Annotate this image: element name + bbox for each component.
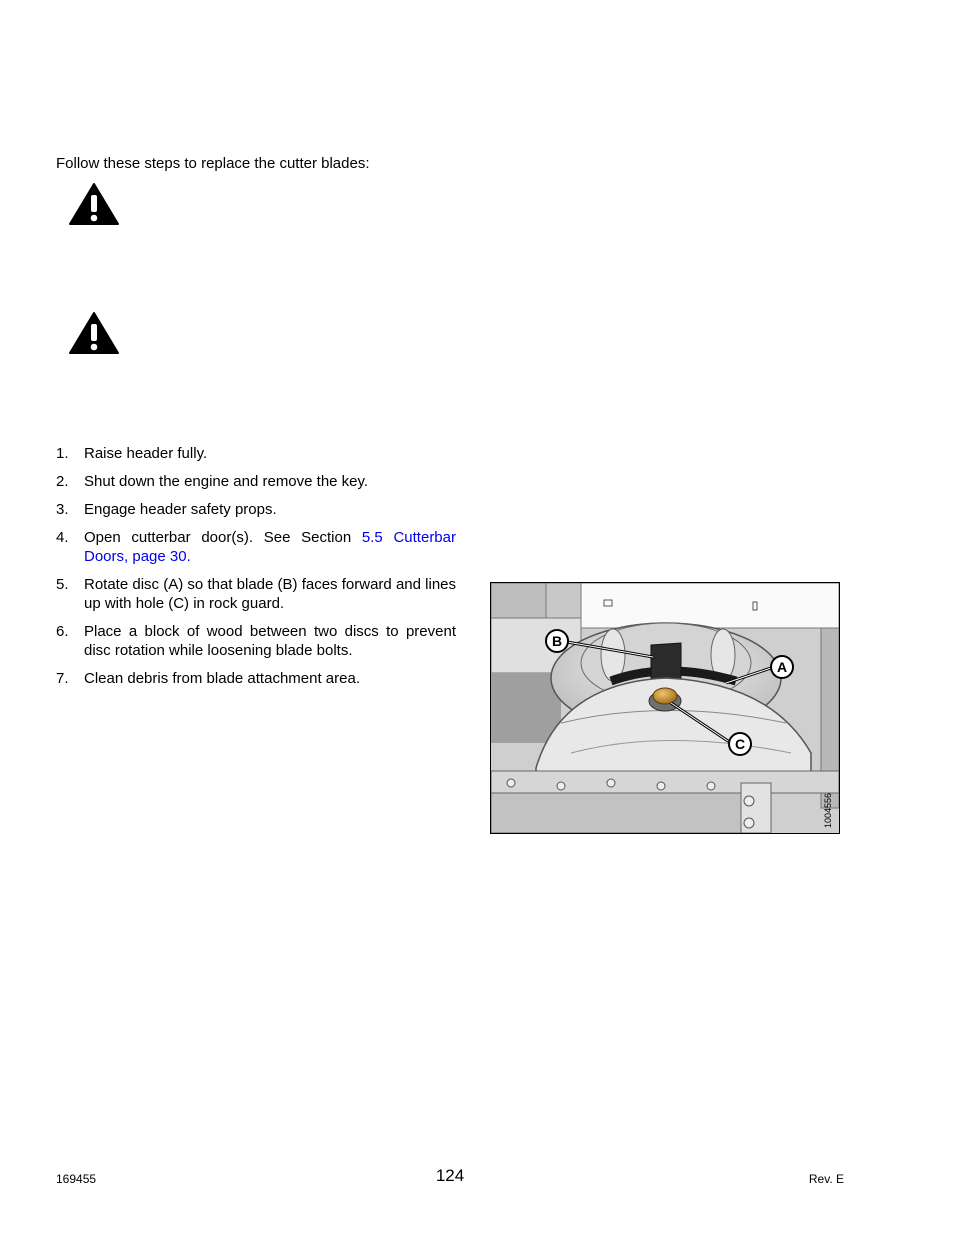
cutter-disc-illustration	[490, 582, 840, 834]
step-number: 4.	[56, 529, 69, 546]
step-text: Open cutterbar door(s). See Section	[84, 529, 362, 546]
warning-icon	[68, 182, 120, 226]
step-number: 6.	[56, 623, 69, 640]
page-number: 124	[435, 1166, 465, 1185]
step-item	[56, 622, 456, 660]
callout-a: A	[776, 659, 788, 675]
step-text: Clean debris from blade attachment area.	[84, 670, 360, 687]
step-text: Raise header fully.	[84, 445, 208, 462]
step-item	[56, 500, 456, 519]
figure-id-label: 1004556	[823, 792, 833, 828]
step-item	[56, 444, 456, 463]
step-number: 5.	[56, 576, 69, 593]
procedure-steps	[56, 444, 456, 697]
step-text: Place a block of wood between two discs to prevent disc rotation while loosening blade bolts.	[84, 623, 456, 659]
warning-icon	[68, 311, 120, 355]
step-number: 3.	[56, 501, 69, 518]
document-number: 169455	[56, 1172, 97, 1186]
step-text: Shut down the engine and remove the key.	[84, 473, 369, 490]
step-item	[56, 528, 456, 566]
section-link-cutterbar-doors[interactable]: 5.5 Cutterbar Doors, page 30	[84, 529, 456, 565]
step-number: 1.	[56, 445, 69, 462]
callout-c: C	[734, 736, 746, 752]
step-text-suffix: .	[186, 548, 191, 565]
step-item	[56, 575, 456, 613]
step-number: 7.	[56, 670, 69, 687]
intro-text: Follow these steps to replace the cutter blades:	[56, 155, 370, 172]
step-text: Rotate disc (A) so that blade (B) faces forward and lines up with hole (C) in rock guard.	[84, 576, 456, 612]
step-text: Engage header safety props.	[84, 501, 277, 518]
step-number: 2.	[56, 473, 69, 490]
step-item	[56, 669, 456, 688]
cutter-disc-drawing	[491, 583, 839, 833]
revision-label: Rev. E	[808, 1172, 844, 1186]
callout-b: B	[551, 633, 563, 649]
step-item	[56, 472, 456, 491]
